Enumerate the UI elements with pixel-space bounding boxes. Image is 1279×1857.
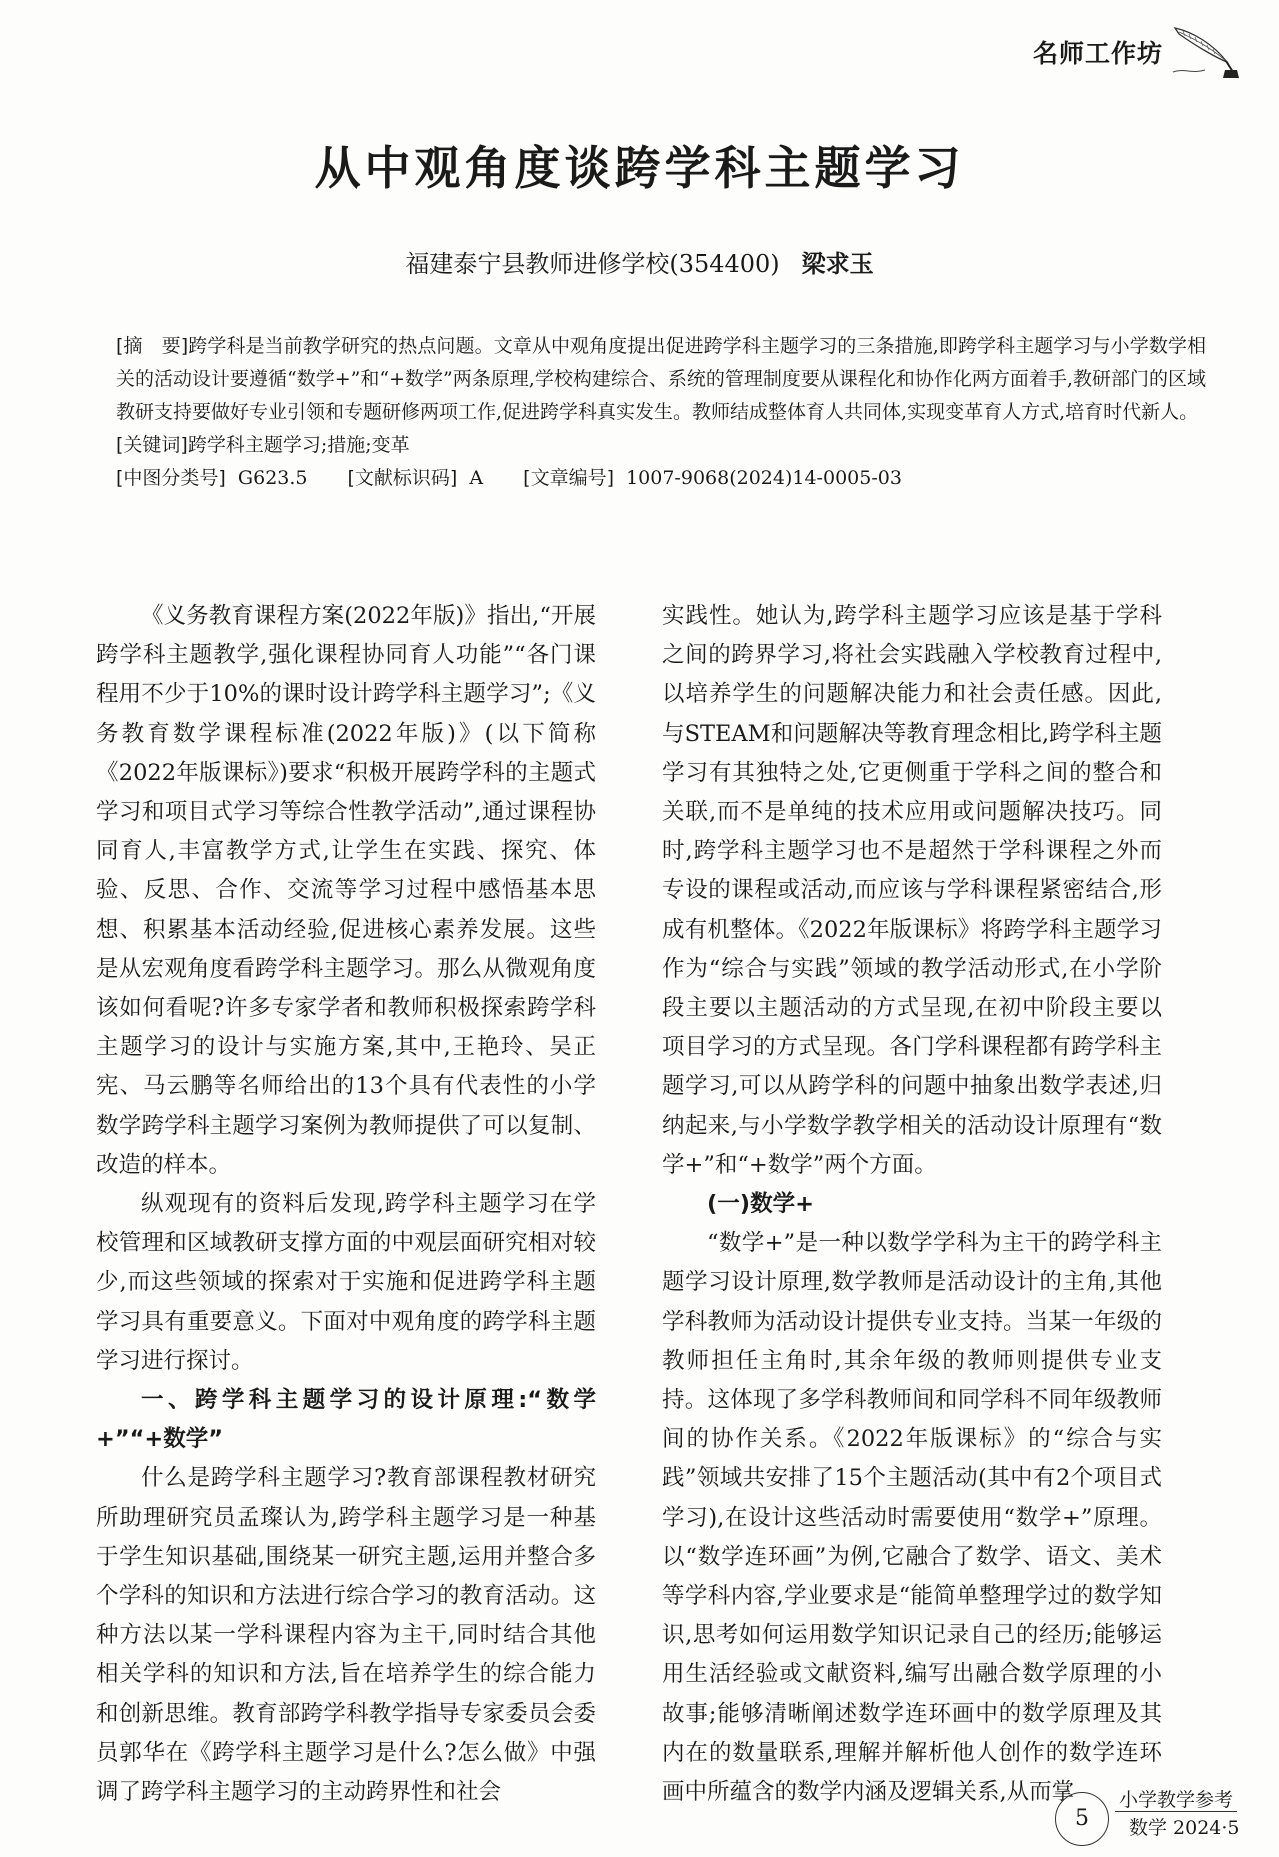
page-header: [981, 22, 1241, 82]
abstract-paragraph: [96, 330, 1206, 429]
keywords-row: [96, 429, 1206, 462]
body-paragraph: “数学+”是一种以数学学科为主干的跨学科主题学习设计原理,数学教师是活动设计的主角,其他学科教师为活动设计提供专业支持。当某一年级的教师担任主角时,其余年级的教师则提供专业支持。这体现了多学科教师间和同学科不同年级教师间的协作关系。《2022年版课标》的“综合与实践”领域共安排了15个主题活动(其中有2个项目式学习),在设计这些活动时需要使用“数学+”原理。以“数学连环画”为例,它融合了数学、语文、美术等学科内容,学业要求是“能简单整理学过的数学知识,思考如何运用数学知识记录自己的经历;能够运用生活经验或文献资料,编写出融合数学原理的小故事;能够清晰阐述数学连环画中的数学原理及其内在的数量联系,理解并解析他人创作的数学连环画中所蕴含的数学内涵及逻辑关系,从而掌: [662, 1230, 1162, 1806]
left-column: [96, 597, 596, 1812]
journal-issue: 数学 2024·5: [1129, 1817, 1240, 1839]
page-number: 5: [1055, 1792, 1109, 1846]
doc-code-value: A: [469, 467, 484, 489]
abstract-block: [96, 330, 1206, 495]
page-footer: [1055, 1786, 1275, 1852]
body-paragraph: 实践性。她认为,跨学科主题学习应该是基于学科之间的跨界学习,将社会实践融入学校教育过程中,以培养学生的问题解决能力和社会责任感。因此,与STEAM和问题解决等教育理念相比,跨学科主题学习有其独特之处,它更侧重于学科之间的整合和关联,而不是单纯的技术应用或问题解决技巧。同时,跨学科主题学习也不是超然于学科课程之外而专设的课程或活动,而应该与学科课程紧密结合,形成有机整体。《2022年版课标》将跨学科主题学习作为“综合与实践”领域的教学活动形式,在小学阶段主要以主题活动的方式呈现,在初中阶段主要以项目学习的方式呈现。各门学科课程都有跨学科主题学习,可以从跨学科的问题中抽象出数学表述,归纳起来,与小学数学教学相关的活动设计原理有“数学+”和“+数学”两个方面。: [662, 603, 1162, 1178]
classification-row: [96, 462, 1206, 495]
journal-name: 小学教学参考: [1115, 1789, 1237, 1812]
byline: [0, 244, 1279, 279]
article-no-value: 1007-9068(2024)14-0005-03: [626, 467, 902, 489]
doc-code-label: [文献标识码]: [347, 467, 458, 489]
article-title: 从中观角度谈跨学科主题学习: [314, 141, 965, 195]
quill-pen-icon: [1169, 22, 1241, 82]
subsection-heading: (一)数学+: [707, 1191, 814, 1218]
keywords-text: 跨学科主题学习;措施;变革: [187, 434, 410, 456]
keywords-label: [关键词]: [116, 434, 188, 456]
section-heading-1: 一、跨学科主题学习的设计原理:“数学+”“+数学”: [96, 1387, 596, 1453]
body-paragraph: 《义务教育课程方案(2022年版)》指出,“开展跨学科主题教学,强化课程协同育人功能”“各门课程用不少于10%的课时设计跨学科主题学习”;《义务教育数学课程标准(2022年版)》(以下简称《2022年版课标》)要求“积极开展跨学科的主题式学习和项目式学习等综合性教学活动”,通过课程协同育人,丰富教学方式,让学生在实践、探究、体验、反思、合作、交流等学习过程中感悟基本思想、积累基本活动经验,促进核心素养发展。这些是从宏观角度看跨学科主题学习。那么从微观角度该如何看呢?许多专家学者和教师积极探索跨学科主题学习的设计与实施方案,其中,王艳玲、吴正宪、马云鹏等名师给出的13个具有代表性的小学数学跨学科主题学习案例为教师提供了可以复制、改造的样本。: [96, 603, 596, 1178]
clc-value: G623.5: [237, 467, 308, 489]
body-paragraph: 纵观现有的资料后发现,跨学科主题学习在学校管理和区域教研支撑方面的中观层面研究相对较少,而这些领域的探索对于实施和促进跨学科主题学习具有重要意义。下面对中观角度的跨学科主题学习进行探讨。: [96, 1191, 596, 1374]
clc-label: [中图分类号]: [116, 467, 226, 489]
right-column: [662, 597, 1162, 1812]
abstract-text: 跨学科是当前教学研究的热点问题。文章从中观角度提出促进跨学科主题学习的三条措施,即跨学科主题学习与小学数学相关的活动设计要遵循“数学+”和“+数学”两条原理,学校构建综合、系统的管理制度要从课程化和协作化两方面着手,教研部门的区域教研支持要做好专业引领和专题研修两项工作,促进跨学科真实发生。教师结成整体育人共同体,实现变革育人方式,培育时代新人。: [116, 335, 1207, 423]
body-paragraph: 什么是跨学科主题学习?教育部课程教材研究所助理研究员孟璨认为,跨学科主题学习是一种基于学生知识基础,围绕某一研究主题,运用并整合多个学科的知识和方法进行综合学习的教育活动。这种方法以某一学科课程内容为主干,同时结合其他相关学科的知识和方法,旨在培养学生的综合能力和创新思维。教育部跨学科教学指导专家委员会委员郭华在《跨学科主题学习是什么?怎么做》中强调了跨学科主题学习的主动跨界性和社会: [96, 1465, 596, 1806]
article-no-label: [文章编号]: [523, 467, 614, 489]
abstract-label: [摘 要]: [116, 335, 189, 357]
author-name: 梁求玉: [801, 250, 874, 278]
author-affiliation: 福建泰宁县教师进修学校(354400): [405, 250, 780, 278]
section-name: 名师工作坊: [1032, 39, 1163, 68]
journal-info: [1115, 1786, 1240, 1842]
